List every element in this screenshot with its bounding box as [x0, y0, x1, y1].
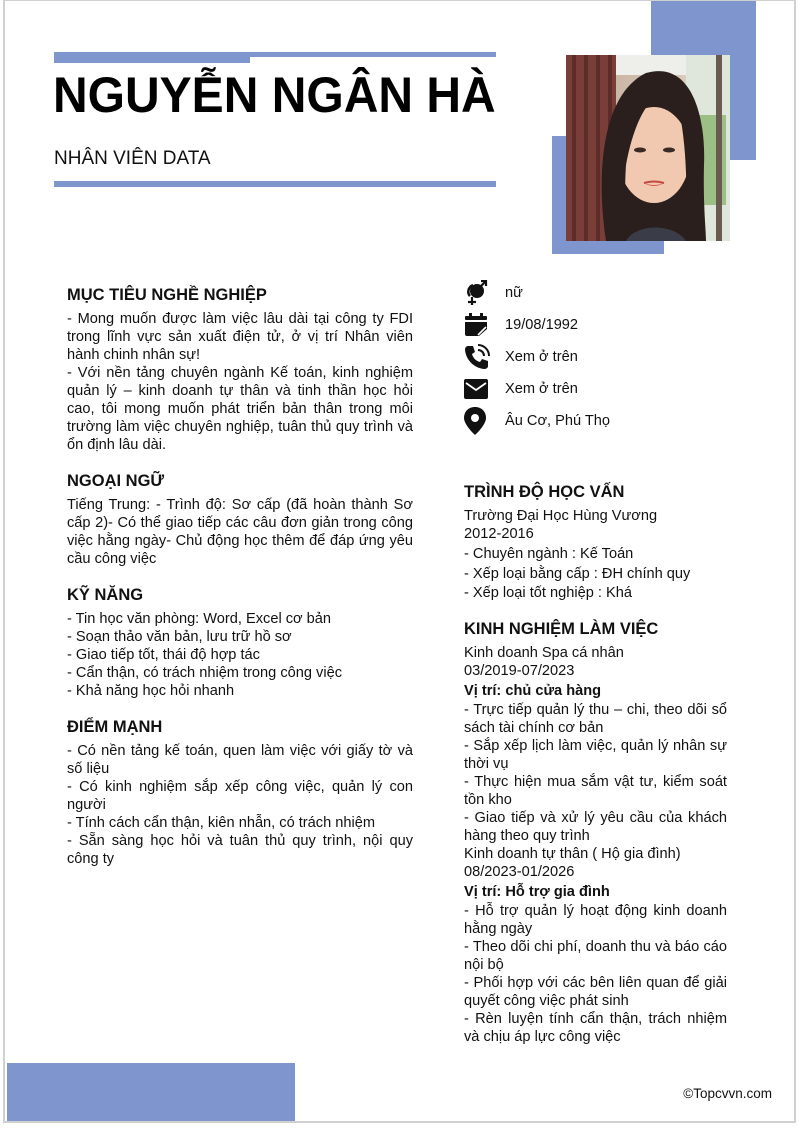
job-position: Vị trí: chủ cửa hàng — [464, 683, 602, 699]
job-entry — [464, 644, 727, 845]
job-duty: - Sắp xếp lịch làm việc, quản lý nhân sự thời vụ — [464, 738, 727, 772]
section-skills — [67, 585, 413, 700]
header-top-bar-accent — [54, 52, 250, 63]
section-title-education: TRÌNH ĐỘ HỌC VẤN — [464, 483, 625, 501]
header-bottom-bar — [54, 181, 496, 187]
contact-phone — [464, 341, 727, 373]
copyright-link[interactable]: ©Topcvvn.com — [683, 1086, 772, 1101]
job-duty: - Thực hiện mua sắm vật tư, kiểm soát tồn kho — [464, 774, 727, 808]
education-period: 2012-2016 — [464, 526, 534, 542]
job-company: Kinh doanh Spa cá nhân — [464, 645, 624, 661]
job-duty: - Rèn luyện tính cẩn thận, trách nhiệm và chịu áp lực công việc — [464, 1011, 727, 1045]
section-title-skills: KỸ NĂNG — [67, 586, 144, 604]
skill-item: - Khả năng học hỏi nhanh — [67, 683, 235, 699]
contact-birthday — [464, 309, 727, 341]
job-duty: - Hỗ trợ quản lý hoạt động kinh doanh hằng ngày — [464, 903, 727, 937]
section-title-languages: NGOẠI NGỮ — [67, 472, 165, 490]
contact-gender — [464, 277, 727, 309]
job-duty: - Phối hợp với các bên liên quan để giải quyết công việc phát sinh — [464, 975, 727, 1009]
languages-text: Tiếng Trung: - Trình độ: Sơ cấp (đã hoàn thành Sơ cấp 2)- Có thể giao tiếp các câu đơn giản trong công việc hằng ngày- Chủ động học thêm để đáp ứng yêu cầu công việc — [67, 497, 413, 567]
objective-line: - Với nền tảng chuyên ngành Kế toán, kinh nghiệm quản lý – kinh doanh tự thân và tinh thần học hỏi cao, tôi mong muốn phát triển bản thân trong môi trường làm việc chuyên nghiệp, tuân thủ quy trình và ổn định lâu dài. — [67, 365, 413, 453]
contact-email — [464, 373, 727, 405]
left-column — [67, 285, 413, 885]
job-company: Kinh doanh tự thân ( Hộ gia đình) — [464, 846, 681, 862]
job-duty: - Theo dõi chi phí, doanh thu và báo cáo nội bộ — [464, 939, 727, 973]
strength-item: - Sẵn sàng học hỏi và tuân thủ quy trình, nội quy công ty — [67, 833, 413, 867]
section-education — [464, 482, 727, 602]
strength-item: - Có kinh nghiệm sắp xếp công việc, quản lý con người — [67, 779, 413, 813]
contact-list — [464, 277, 727, 437]
candidate-name: NGUYỄN NGÂN HÀ — [53, 67, 496, 123]
calendar-icon — [464, 311, 492, 339]
skill-item: - Soạn thảo văn bản, lưu trữ hồ sơ — [67, 629, 292, 645]
objective-line: - Mong muốn được làm việc lâu dài tại công ty FDI trong lĩnh vực sản xuất điện tử, ở vị trí Nhân viên hành chinh nhân sự! — [67, 311, 413, 363]
section-title-strengths: ĐIỂM MẠNH — [67, 718, 163, 736]
address-value: Âu Cơ, Phú Thọ — [505, 413, 611, 429]
phone-icon — [464, 343, 492, 371]
gender-icon — [464, 279, 492, 307]
section-languages — [67, 471, 413, 568]
job-period: 03/2019-07/2023 — [464, 663, 575, 679]
skill-item: - Tin học văn phòng: Word, Excel cơ bản — [67, 611, 332, 627]
strength-item: - Có nền tảng kế toán, quen làm việc với giấy tờ và số liệu — [67, 743, 413, 777]
phone-value: Xem ở trên — [505, 349, 578, 365]
job-duty: - Giao tiếp và xử lý yêu cầu của khách hàng theo quy trình — [464, 810, 727, 844]
section-title-objective: MỤC TIÊU NGHỀ NGHIỆP — [67, 286, 267, 304]
section-experience — [464, 619, 727, 1046]
job-period: 08/2023-01/2026 — [464, 864, 575, 880]
cv-page — [3, 0, 796, 1123]
envelope-icon — [464, 375, 492, 403]
job-title: NHÂN VIÊN DATA — [54, 148, 211, 169]
section-strengths — [67, 717, 413, 868]
email-value: Xem ở trên — [505, 381, 578, 397]
section-title-experience: KINH NGHIỆM LÀM VIỆC — [464, 620, 659, 638]
job-duty: - Trực tiếp quản lý thu – chi, theo dõi sổ sách tài chính cơ bản — [464, 702, 727, 736]
contact-address — [464, 405, 727, 437]
education-item: - Chuyên ngành : Kế Toán — [464, 546, 634, 562]
gender-value: nữ — [505, 285, 523, 301]
skill-item: - Giao tiếp tốt, thái độ hợp tác — [67, 647, 260, 663]
strength-item: - Tính cách cẩn thận, kiên nhẫn, có trách nhiệm — [67, 815, 376, 831]
map-pin-icon — [464, 407, 492, 435]
education-item: - Xếp loại tốt nghiệp : Khá — [464, 585, 632, 601]
portrait-illustration-icon — [566, 55, 730, 241]
education-item: - Xếp loại bằng cấp : ĐH chính quy — [464, 566, 691, 582]
footer-decor-block — [7, 1063, 295, 1121]
skill-item: - Cẩn thận, có trách nhiệm trong công việc — [67, 665, 342, 681]
school-name: Trường Đại Học Hùng Vương — [464, 508, 658, 524]
profile-photo — [566, 55, 730, 241]
section-objective — [67, 285, 413, 454]
job-entry — [464, 845, 727, 1046]
job-position: Vị trí: Hỗ trợ gia đình — [464, 884, 610, 900]
birthday-value: 19/08/1992 — [505, 317, 579, 333]
